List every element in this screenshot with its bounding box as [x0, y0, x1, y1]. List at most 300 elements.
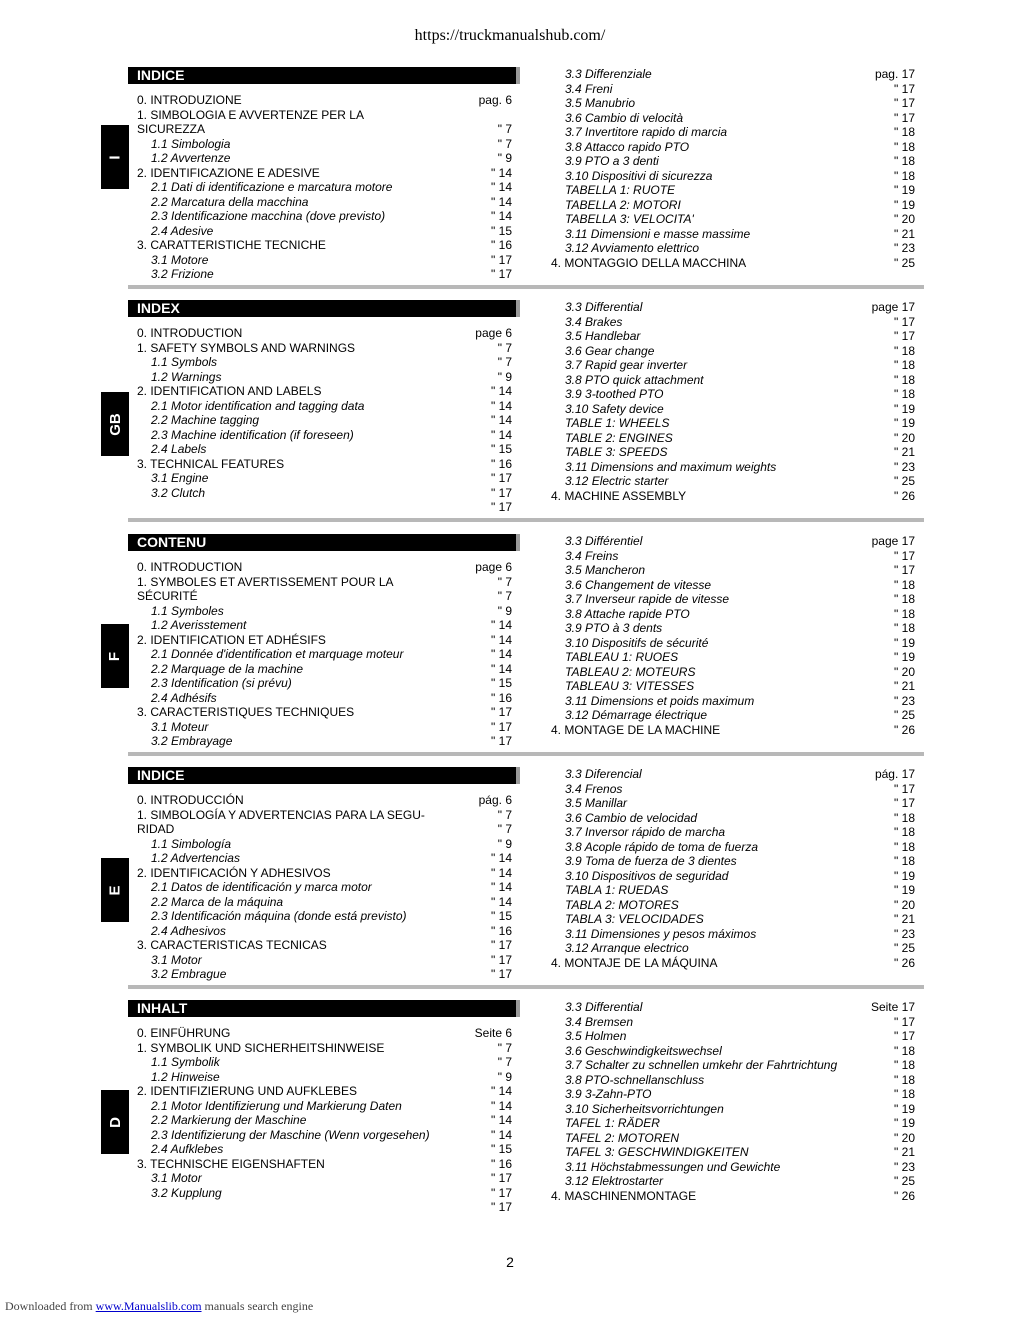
toc-entry: [551, 912, 924, 927]
language-tab-f: [101, 624, 129, 688]
toc-entry-page: " 17: [894, 1014, 915, 1029]
toc-entry-label: 2.2 Markierung der Maschine: [151, 1113, 307, 1127]
toc-entry-label: 1.2 Advertencias: [151, 851, 240, 865]
section-title: INHALT: [128, 1000, 520, 1017]
toc-entry-label: 2.1 Donnée d'identification et marquage moteur: [151, 647, 404, 661]
toc-entry-label: 4. MASCHINENMONTAGE: [551, 1188, 697, 1203]
toc-entry: [551, 1174, 924, 1189]
toc-entry: [551, 708, 924, 723]
toc-entry-page: " 18: [894, 387, 915, 401]
toc-entry: [128, 560, 520, 575]
toc-entry-page: " 7: [497, 122, 512, 136]
toc-entry-page: " 18: [894, 825, 915, 839]
toc-entry-page: " 18: [894, 1058, 915, 1072]
toc-entry-page: " 19: [894, 650, 915, 664]
toc-entry-label: 2.1 Datos de identificación y marca motor: [151, 880, 372, 894]
toc-entry-page: " 17: [894, 1029, 915, 1043]
toc-entry-label: TABLEAU 1: RUOES: [565, 650, 679, 664]
toc-entry: [128, 793, 520, 808]
toc-entry-page: " 17: [894, 81, 915, 96]
toc-entry: [551, 373, 924, 388]
toc-entry-page: " 7: [497, 1040, 512, 1055]
toc-entry: [128, 1099, 520, 1114]
toc-entry-label: 3.7 Inversor rápido de marcha: [565, 825, 726, 839]
toc-column-left: [128, 326, 520, 515]
toc-entry-label: 3.11 Dimensions et poids maximum: [565, 693, 755, 708]
toc-entry-label: 2. IDENTIFICACIÓN Y ADHESIVOS: [137, 865, 331, 880]
toc-entry-label: 3.12 Démarrage électrique: [565, 708, 708, 722]
toc-entry: [128, 238, 520, 253]
toc-entry-page: " 19: [894, 197, 915, 212]
toc-entry-page: " 14: [491, 1098, 512, 1113]
toc-entry-label: 0. INTRODUCTION: [137, 560, 243, 574]
toc-entry-label: 3.8 Acople rápido de toma de fuerza: [565, 839, 759, 854]
toc-entry-page: " 19: [894, 183, 915, 197]
toc-entry-page: " 15: [491, 223, 512, 238]
toc-entry-label: 3.6 Cambio di velocità: [565, 110, 684, 125]
toc-entry: [128, 413, 520, 428]
toc-entry: [128, 880, 520, 895]
toc-entry-label: 4. MONTAGE DE LA MACHINE: [551, 722, 721, 737]
toc-entry-label: 1.1 Symbols: [151, 355, 218, 369]
toc-entry: [551, 782, 924, 797]
toc-entry: [128, 471, 520, 486]
toc-entry-page: " 26: [894, 1188, 915, 1203]
toc-entry: [551, 956, 924, 971]
toc-entry-label: 2.1 Motor Identifizierung und Markierung Daten: [151, 1098, 402, 1113]
toc-entry-page: " 18: [894, 358, 915, 372]
toc-entry-page: " 21: [894, 445, 915, 459]
toc-entry: [128, 151, 520, 166]
toc-column-left: [128, 560, 520, 749]
toc-entry-page: pág. 6: [478, 793, 512, 807]
toc-entry-page: " 17: [491, 485, 512, 500]
toc-entry-label: TABLA 3: VELOCIDADES: [565, 912, 704, 926]
toc-entry-page: " 14: [491, 209, 512, 223]
section-divider: [128, 518, 924, 522]
toc-entry-page: " 19: [894, 416, 915, 430]
toc-entry-label: 2.4 Aufklebes: [151, 1142, 224, 1156]
toc-entry-label: 3.5 Mancheron: [565, 563, 646, 577]
toc-entry: [551, 1116, 924, 1131]
toc-entry-page: page 17: [871, 300, 915, 314]
toc-entry: [128, 428, 520, 443]
toc-entry-label: 2.4 Adesive: [151, 223, 214, 238]
toc-entry: [551, 941, 924, 956]
toc-entry: [551, 679, 924, 694]
toc-entry: [128, 734, 520, 749]
toc-entry-label: 3.6 Cambio de velocidad: [565, 810, 698, 825]
toc-entry-label: TABELLA 3: VELOCITA': [565, 212, 694, 226]
toc-entry-label: 1.2 Hinweise: [151, 1069, 220, 1084]
toc-entry-label: TABLA 2: MOTORES: [565, 897, 679, 912]
toc-entry: [551, 578, 924, 593]
toc-entry-page: " 9: [497, 369, 512, 384]
toc-entry-page: " 7: [497, 589, 512, 603]
toc-entry-page: " 18: [894, 168, 915, 183]
toc-entry-page: " 26: [894, 955, 915, 970]
toc-entry: [128, 267, 520, 282]
toc-entry: [551, 344, 924, 359]
toc-entry-label: 2. IDENTIFIZIERUNG UND AUFKLEBES: [137, 1084, 358, 1098]
toc-entry-label: 2.3 Identification (si prévu): [151, 676, 292, 690]
toc-entry-page: " 14: [491, 413, 512, 427]
toc-entry: [551, 650, 924, 665]
toc-column-right: [551, 300, 924, 503]
toc-entry: [128, 1171, 520, 1186]
section-title: INDICE: [128, 67, 520, 84]
toc-entry: [551, 767, 924, 782]
toc-entry-label: 2. IDENTIFICAZIONE E ADESIVE: [137, 165, 320, 180]
toc-entry-page: " 17: [491, 1200, 512, 1214]
toc-entry-page: " 18: [894, 154, 915, 168]
toc-entry-page: " 7: [497, 355, 512, 369]
toc-entry-label: 3.4 Freins: [565, 548, 619, 563]
toc-entry: [551, 474, 924, 489]
toc-entry-page: " 17: [894, 563, 915, 577]
toc-entry-label: 2.3 Machine identification (if foreseen): [151, 427, 354, 442]
toc-column-right: [551, 767, 924, 970]
toc-entry: [551, 592, 924, 607]
toc-entry: [551, 82, 924, 97]
toc-entry: [128, 224, 520, 239]
toc-entry-label: 3.9 Toma de fuerza de 3 dientes: [565, 854, 737, 868]
toc-entry-label: 3.3 Differenziale: [565, 67, 652, 81]
toc-entry-label: 3.9 PTO a 3 denti: [565, 154, 659, 168]
toc-entry-label: 4. MONTAGGIO DELLA MACCHINA: [551, 255, 747, 270]
toc-entry-label: 3.12 Elektrostarter: [565, 1174, 664, 1188]
toc-entry-label: 3.4 Frenos: [565, 781, 623, 796]
toc-entry-label: TAFEL 3: GESCHWINDIGKEITEN: [565, 1145, 749, 1159]
toc-entry-label: 3.9 3-toothed PTO: [565, 387, 664, 401]
toc-entry-page: " 18: [894, 343, 915, 358]
language-code: F: [106, 651, 124, 661]
toc-entry-page: " 19: [894, 1101, 915, 1116]
toc-entry-page: " 23: [894, 459, 915, 474]
toc-entry-page: " 18: [894, 1087, 915, 1101]
toc-entry-page: " 14: [491, 880, 512, 894]
toc-entry-label: 1.2 Avvertenze: [151, 151, 231, 165]
toc-entry-page: " 26: [894, 488, 915, 503]
toc-entry-page: page 17: [871, 534, 915, 548]
toc-entry: [551, 840, 924, 855]
toc-entry-label: TAFEL 2: MOTOREN: [565, 1130, 680, 1145]
toc-entry: [551, 300, 924, 315]
toc-entry-page: " 17: [491, 1185, 512, 1200]
toc-entry: [128, 866, 520, 881]
toc-entry-label: 3.1 Moteur: [151, 719, 209, 734]
toc-entry: [128, 589, 520, 604]
toc-entry: [128, 1084, 520, 1099]
toc-entry-label: 3. TECHNISCHE EIGENSHAFTEN: [137, 1156, 325, 1171]
toc-entry-label: 2.2 Marca de la máquina: [151, 894, 284, 909]
toc-entry-page: " 21: [894, 1145, 915, 1159]
toc-column-right: [551, 534, 924, 737]
toc-entry: [128, 1055, 520, 1070]
toc-entry: [551, 67, 924, 82]
toc-entry-label: 3.4 Brakes: [565, 314, 623, 329]
toc-entry-page: " 7: [497, 1055, 512, 1069]
toc-entry: [128, 1128, 520, 1143]
source-url: https://truckmanualshub.com/: [414, 27, 606, 44]
toc-entry-page: page 6: [475, 326, 512, 340]
toc-entry: [551, 549, 924, 564]
language-tab-i: [101, 125, 129, 189]
toc-entry: [128, 355, 520, 370]
toc-entry-page: " 9: [497, 836, 512, 851]
toc-entry: [128, 180, 520, 195]
toc-entry-page: " 18: [894, 577, 915, 592]
toc-entry-label: 3.10 Dispositivi di sicurezza: [565, 168, 713, 183]
toc-entry-page: " 16: [491, 923, 512, 938]
toc-entry-label: 1. SYMBOLES ET AVERTISSEMENT POUR LA: [137, 574, 394, 589]
toc-entry: [551, 125, 924, 140]
toc-entry: [551, 825, 924, 840]
toc-entry-page: " 17: [491, 500, 512, 514]
toc-entry: [128, 604, 520, 619]
toc-entry-label: 3.3 Differential: [565, 1000, 643, 1014]
toc-entry: [128, 209, 520, 224]
toc-entry-label: 3. TECHNICAL FEATURES: [137, 456, 285, 471]
toc-entry: [128, 1041, 520, 1056]
toc-entry-page: " 9: [497, 603, 512, 618]
toc-entry-page: " 18: [894, 606, 915, 621]
toc-entry-label: 3.4 Freni: [565, 81, 613, 96]
toc-entry-label: 3.4 Bremsen: [565, 1014, 634, 1029]
toc-entry: [551, 927, 924, 942]
section-divider: [128, 752, 924, 756]
toc-entry: [551, 563, 924, 578]
toc-entry-label: 3.8 PTO quick attachment: [565, 372, 704, 387]
toc-entry-label: 2.4 Adhésifs: [151, 690, 217, 705]
toc-entry: [551, 315, 924, 330]
toc-entry-page: " 17: [894, 314, 915, 329]
toc-entry: [551, 416, 924, 431]
toc-entry-page: " 17: [491, 952, 512, 967]
download-footer: [5, 1299, 313, 1314]
toc-entry: [551, 1015, 924, 1030]
toc-entry: [551, 329, 924, 344]
toc-entry-label: TABLA 1: RUEDAS: [565, 883, 669, 897]
toc-entry-label: 2.3 Identifizierung der Maschine (Wenn vorgesehen): [151, 1127, 430, 1142]
toc-entry-label: 3.6 Changement de vitesse: [565, 577, 712, 592]
toc-entry: [128, 924, 520, 939]
toc-entry-label: TAFEL 1: RÄDER: [565, 1116, 660, 1130]
toc-entry-label: 3. CARACTERISTIQUES TECHNIQUES: [137, 705, 355, 719]
toc-entry-page: " 18: [894, 621, 915, 635]
toc-entry-label: 3.6 Geschwindigkeitswechsel: [565, 1043, 722, 1058]
toc-entry-label: 3.5 Handlebar: [565, 329, 641, 343]
toc-entry-label: 2.4 Adhesivos: [151, 923, 226, 938]
toc-entry: [128, 662, 520, 677]
toc-entry: [551, 96, 924, 111]
toc-entry-page: " 21: [894, 679, 915, 693]
toc-entry: [551, 387, 924, 402]
toc-entry-page: Seite 17: [870, 1000, 915, 1014]
toc-entry: [551, 169, 924, 184]
toc-entry-label: 3.7 Inverseur rapide de vitesse: [565, 592, 730, 606]
toc-entry-label: 3.1 Motor: [151, 1171, 202, 1185]
toc-entry: [128, 326, 520, 341]
toc-entry-label: TABLE 1: WHEELS: [565, 416, 670, 430]
toc-entry-label: 3.10 Dispositivos de seguridad: [565, 868, 729, 883]
toc-entry-label: 2.2 Machine tagging: [151, 413, 260, 427]
toc-entry: [551, 1102, 924, 1117]
section-divider: [128, 285, 924, 289]
toc-entry: [551, 854, 924, 869]
toc-entry-label: 2.2 Marquage de la machine: [151, 661, 304, 676]
toc-entry-label: 3.5 Manillar: [565, 796, 628, 810]
toc-entry-page: " 15: [491, 1142, 512, 1156]
toc-entry-page: " 14: [491, 632, 512, 647]
toc-column-left: [128, 1026, 520, 1215]
toc-entry-label: 3.2 Clutch: [151, 485, 206, 500]
toc-entry: [551, 212, 924, 227]
toc-entry-page: " 9: [497, 151, 512, 165]
toc-entry-page: " 14: [491, 618, 512, 632]
toc-entry-page: " 19: [894, 883, 915, 897]
toc-entry-label: 3.5 Holmen: [565, 1029, 627, 1043]
toc-entry: [128, 720, 520, 735]
language-code: E: [106, 884, 124, 896]
toc-entry: [128, 370, 520, 385]
toc-entry-page: " 14: [491, 427, 512, 442]
toc-entry: [128, 705, 520, 720]
toc-entry: [551, 1189, 924, 1204]
toc-entry: [551, 256, 924, 271]
toc-entry-label: 3.7 Rapid gear inverter: [565, 358, 688, 372]
toc-entry: [128, 808, 520, 823]
toc-entry-page: " 17: [894, 796, 915, 810]
toc-entry-label: 3.7 Invertitore rapido di marcia: [565, 125, 728, 139]
toc-entry-page: " 17: [491, 719, 512, 734]
toc-entry: [551, 358, 924, 373]
toc-entry-page: pag. 6: [478, 93, 512, 107]
toc-entry-page: " 19: [894, 868, 915, 883]
toc-entry: [128, 953, 520, 968]
toc-entry-page: " 14: [491, 865, 512, 880]
language-code: GB: [106, 412, 124, 436]
toc-entry: [551, 621, 924, 636]
toc-entry-page: " 18: [894, 1043, 915, 1058]
toc-entry-page: " 18: [894, 372, 915, 387]
toc-entry-page: " 20: [894, 212, 915, 226]
toc-entry-label: 1.1 Symbolik: [151, 1055, 220, 1069]
section-title: INDEX: [128, 300, 520, 317]
toc-entry-page: " 17: [894, 781, 915, 796]
toc-entry: [128, 166, 520, 181]
toc-entry-page: " 16: [491, 690, 512, 705]
toc-entry: [551, 489, 924, 504]
toc-entry: [128, 486, 520, 501]
toc-entry-label: 0. INTRODUCTION: [137, 326, 243, 340]
toc-entry-page: " 20: [894, 664, 915, 679]
toc-entry-label: TABLEAU 3: VITESSES: [565, 679, 695, 693]
language-tab-gb: [101, 392, 129, 456]
toc-entry: [551, 869, 924, 884]
toc-entry-label: 3.8 Attacco rapido PTO: [565, 139, 690, 154]
toc-entry-label: 3.12 Avviamento elettrico: [565, 241, 700, 255]
toc-entry-page: " 23: [894, 1159, 915, 1174]
toc-entry-label: 1. SIMBOLOGIA E AVVERTENZE PER LA: [137, 107, 364, 122]
toc-entry-label: SÉCURITÉ: [137, 589, 198, 603]
toc-entry-page: " 14: [491, 384, 512, 398]
toc-entry: [551, 402, 924, 417]
toc-entry-page: " 7: [497, 340, 512, 355]
toc-entry-page: " 17: [491, 252, 512, 267]
toc-entry: [128, 837, 520, 852]
toc-entry: [551, 883, 924, 898]
toc-entry-page: " 16: [491, 1156, 512, 1171]
toc-entry-page: " 20: [894, 1130, 915, 1145]
toc-entry: [551, 1029, 924, 1044]
toc-entry: [551, 607, 924, 622]
toc-entry-page: " 14: [491, 647, 512, 661]
toc-entry-label: 3.10 Safety device: [565, 401, 664, 416]
toc-entry-page: " 17: [491, 267, 512, 281]
toc-entry: [551, 198, 924, 213]
toc-entry: [128, 618, 520, 633]
toc-entry-page: " 19: [894, 401, 915, 416]
toc-entry-label: 1.1 Symboles: [151, 603, 224, 618]
toc-entry-page: " 19: [894, 635, 915, 650]
toc-entry: [128, 399, 520, 414]
toc-entry-page: pag. 17: [874, 67, 915, 81]
section-divider: [128, 985, 924, 989]
toc-entry-label: 3.10 Sicherheitsvorrichtungen: [565, 1101, 724, 1116]
toc-entry-label: 3.1 Engine: [151, 471, 209, 485]
toc-entry-label: 0. EINFÜHRUNG: [137, 1026, 231, 1040]
toc-entry-page: " 20: [894, 430, 915, 445]
toc-column-right: [551, 67, 924, 270]
toc-entry: [551, 460, 924, 475]
toc-entry-label: 3.1 Motor: [151, 952, 202, 967]
toc-entry-page: " 7: [497, 136, 512, 151]
toc-entry-label: TABLE 3: SPEEDS: [565, 445, 668, 459]
toc-column-right: [551, 1000, 924, 1203]
toc-entry-page: " 17: [894, 110, 915, 125]
toc-entry: [128, 575, 520, 590]
toc-entry-page: " 14: [491, 851, 512, 865]
toc-entry-page: " 25: [894, 255, 915, 270]
toc-entry-page: Seite 6: [474, 1026, 512, 1040]
toc-entry-label: 2.1 Dati di identificazione e marcatura motore: [151, 180, 393, 194]
toc-entry-page: " 25: [894, 708, 915, 722]
toc-entry: [128, 253, 520, 268]
toc-entry: [128, 851, 520, 866]
manualslib-link[interactable]: www.Manualslib.com: [95, 1299, 202, 1313]
toc-entry-page: " 14: [491, 165, 512, 180]
toc-entry-label: 3.2 Kupplung: [151, 1185, 222, 1200]
toc-entry: [128, 967, 520, 982]
toc-entry: [128, 500, 520, 515]
toc-entry-label: 2.3 Identificación máquina (donde está previsto): [151, 909, 407, 923]
toc-entry: [128, 195, 520, 210]
toc-entry: [551, 1058, 924, 1073]
toc-entry-label: TABLEAU 2: MOTEURS: [565, 664, 696, 679]
toc-entry-label: 4. MACHINE ASSEMBLY: [551, 488, 687, 503]
toc-entry-label: 3.11 Dimensioni e masse massime: [565, 226, 751, 241]
toc-entry: [128, 137, 520, 152]
toc-entry-page: " 14: [491, 180, 512, 194]
toc-entry-page: " 18: [894, 810, 915, 825]
toc-entry-page: " 26: [894, 722, 915, 737]
toc-entry-label: 4. MONTAJE DE LA MÁQUINA: [551, 955, 718, 970]
toc-entry: [551, 1131, 924, 1146]
toc-entry-label: TABELLA 1: RUOTE: [565, 183, 676, 197]
toc-entry-page: " 17: [491, 938, 512, 952]
toc-entry-page: " 17: [491, 734, 512, 748]
